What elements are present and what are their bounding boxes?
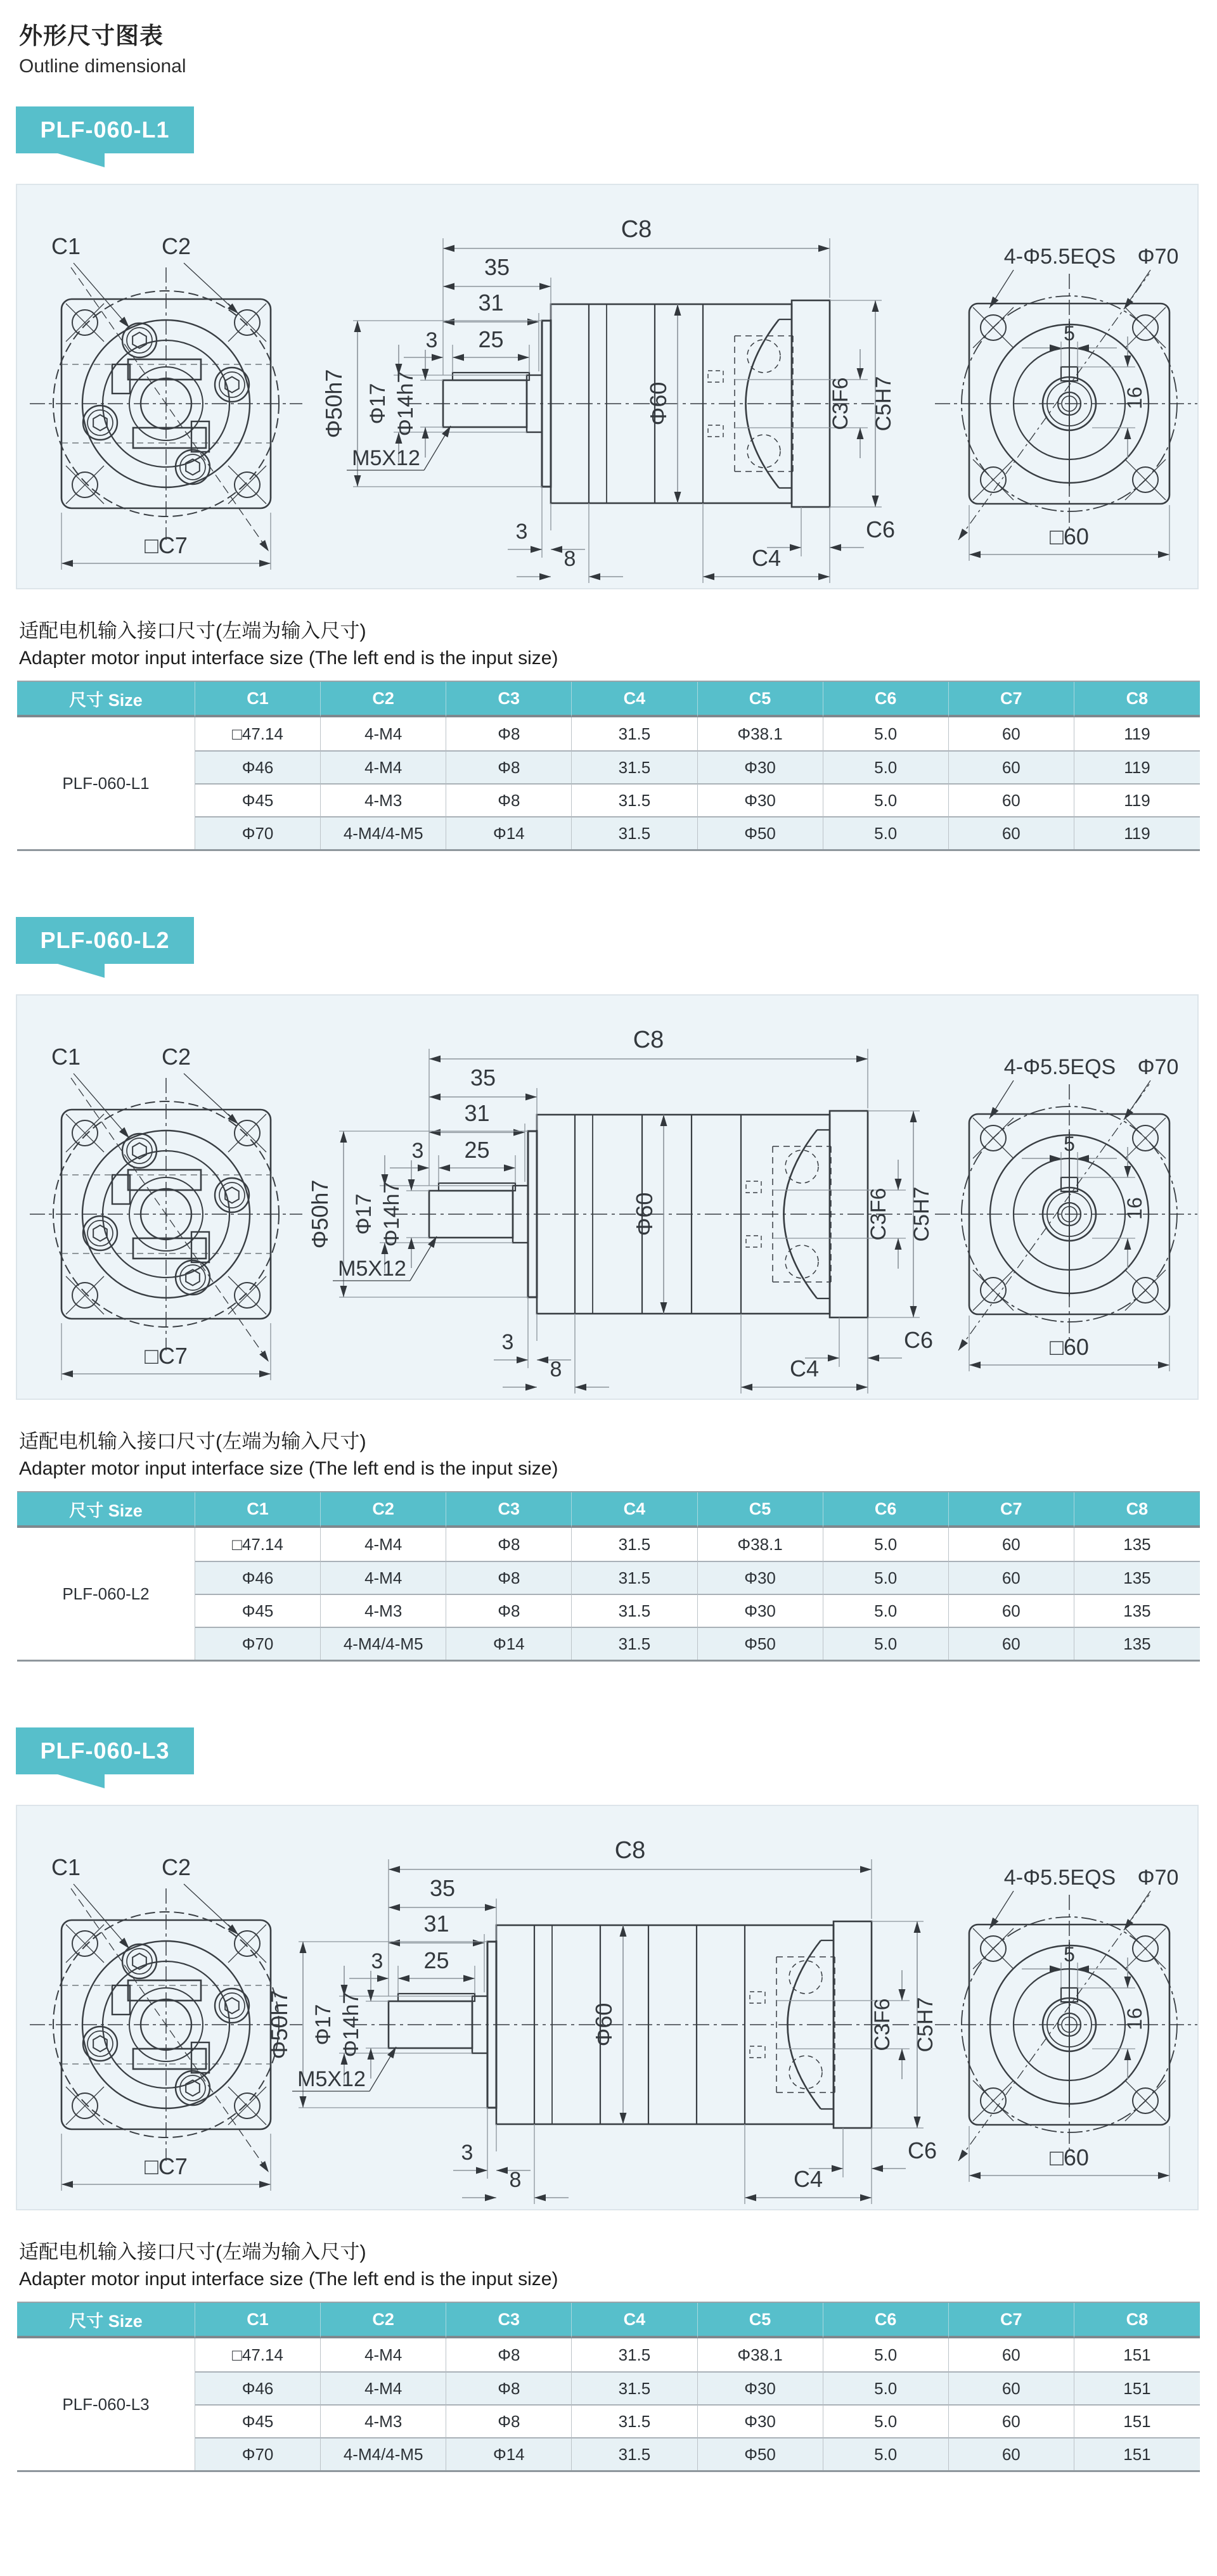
- svg-text:□60: □60: [1050, 2144, 1089, 2170]
- table-cell: Φ50: [698, 1627, 823, 1660]
- section-plf-060-l2: [0, 917, 1217, 1662]
- table-cell: Φ8: [446, 783, 572, 816]
- table-cell: 31.5: [572, 816, 697, 849]
- col-header-C5: C5: [698, 2303, 823, 2338]
- col-header-C3: C3: [446, 682, 572, 717]
- col-header-size: 尺寸 Size: [17, 2303, 195, 2338]
- svg-text:□C7: □C7: [145, 2153, 188, 2179]
- col-header-C2: C2: [321, 682, 446, 717]
- svg-text:□60: □60: [1050, 523, 1089, 549]
- note-cn: 适配电机输入接口尺寸(左端为输入尺寸): [19, 620, 366, 642]
- svg-text:C4: C4: [793, 2166, 823, 2192]
- note-cn: 适配电机输入接口尺寸(左端为输入尺寸): [19, 1430, 366, 1452]
- table-cell: Φ30: [698, 2371, 823, 2404]
- svg-text:35: 35: [470, 1065, 496, 1091]
- svg-text:Φ17: Φ17: [366, 383, 390, 425]
- col-header-C6: C6: [823, 682, 949, 717]
- table-cell: 4-M4: [321, 717, 446, 750]
- table-cell: 60: [949, 1561, 1074, 1594]
- col-header-C7: C7: [949, 2303, 1074, 2338]
- svg-text:C3F6: C3F6: [866, 1188, 891, 1241]
- svg-text:□C7: □C7: [145, 532, 188, 558]
- table-cell: 4-M3: [321, 2404, 446, 2437]
- svg-text:8: 8: [550, 1357, 562, 1381]
- table-cell: Φ8: [446, 2371, 572, 2404]
- note-en: Adapter motor input interface size (The left end is the input size): [19, 2269, 558, 2290]
- table-cell: 60: [949, 1627, 1074, 1660]
- col-header-C4: C4: [572, 1492, 697, 1528]
- table-cell: 31.5: [572, 750, 697, 783]
- side-section-view: [307, 1027, 934, 1394]
- col-header-C8: C8: [1074, 2303, 1200, 2338]
- table-cell: 5.0: [823, 717, 949, 750]
- model-badge-label: PLF-060-L3: [40, 1738, 170, 1764]
- svg-text:16: 16: [1123, 1197, 1146, 1220]
- table-cell: Φ45: [195, 783, 321, 816]
- table-cell: 151: [1074, 2404, 1200, 2437]
- table-cell: 135: [1074, 1627, 1200, 1660]
- col-header-C3: C3: [446, 2303, 572, 2338]
- table-cell: 60: [949, 816, 1074, 849]
- table-cell: Φ38.1: [698, 2338, 823, 2371]
- svg-text:□C7: □C7: [145, 1343, 188, 1369]
- row-group-label: PLF-060-L3: [17, 2338, 195, 2470]
- table-cell: 5.0: [823, 1561, 949, 1594]
- table-cell: 60: [949, 750, 1074, 783]
- table-cell: Φ70: [195, 816, 321, 849]
- table-cell: Φ50: [698, 2437, 823, 2470]
- svg-text:Φ70: Φ70: [1137, 1866, 1179, 1890]
- svg-text:31: 31: [423, 1911, 449, 1937]
- table-cell: Φ30: [698, 2404, 823, 2437]
- drawing-panel: [16, 994, 1199, 1400]
- svg-text:□60: □60: [1050, 1334, 1089, 1360]
- table-cell: 119: [1074, 816, 1200, 849]
- table-cell: Φ46: [195, 1561, 321, 1594]
- table-cell: 5.0: [823, 750, 949, 783]
- svg-text:3: 3: [411, 1139, 424, 1163]
- col-header-C2: C2: [321, 1492, 446, 1528]
- svg-text:5: 5: [1064, 1132, 1075, 1155]
- table-cell: 31.5: [572, 2404, 697, 2437]
- table-cell: Φ30: [698, 750, 823, 783]
- table-cell: 4-M4: [321, 2371, 446, 2404]
- svg-text:C1: C1: [51, 233, 81, 259]
- col-header-C2: C2: [321, 2303, 446, 2338]
- table-cell: Φ46: [195, 750, 321, 783]
- table-cell: 31.5: [572, 2371, 697, 2404]
- svg-text:C3F6: C3F6: [870, 1998, 894, 2051]
- table-cell: 135: [1074, 1594, 1200, 1627]
- table-cell: 4-M4: [321, 1561, 446, 1594]
- table-cell: 5.0: [823, 783, 949, 816]
- svg-text:C2: C2: [161, 1044, 191, 1070]
- svg-text:25: 25: [464, 1137, 490, 1163]
- outline-drawing-l1: [17, 185, 1197, 588]
- table-cell: 60: [949, 1594, 1074, 1627]
- table-cell: 4-M4: [321, 1528, 446, 1561]
- svg-text:M5X12: M5X12: [352, 446, 420, 470]
- svg-text:Φ14h7: Φ14h7: [339, 1992, 363, 2058]
- table-cell: 60: [949, 2338, 1074, 2371]
- svg-text:C2: C2: [161, 233, 191, 259]
- table-cell: Φ8: [446, 2338, 572, 2371]
- table-cell: 31.5: [572, 1561, 697, 1594]
- table-cell: Φ30: [698, 783, 823, 816]
- svg-text:5: 5: [1064, 322, 1075, 345]
- col-header-C6: C6: [823, 1492, 949, 1528]
- dimension-table: [17, 1491, 1200, 1662]
- table-cell: 135: [1074, 1561, 1200, 1594]
- drawing-panel: [16, 184, 1199, 589]
- front-flange-view: [30, 1854, 302, 2191]
- table-cell: Φ8: [446, 1561, 572, 1594]
- col-header-C1: C1: [195, 2303, 321, 2338]
- table-cell: Φ8: [446, 750, 572, 783]
- model-badge: [16, 917, 194, 964]
- table-cell: □47.14: [195, 2338, 321, 2371]
- table-cell: 5.0: [823, 1627, 949, 1660]
- col-header-C6: C6: [823, 2303, 949, 2338]
- table-cell: Φ45: [195, 2404, 321, 2437]
- model-badge: [16, 106, 194, 153]
- table-cell: 5.0: [823, 816, 949, 849]
- side-section-view: [321, 216, 896, 583]
- svg-text:3: 3: [501, 1330, 514, 1354]
- col-header-C4: C4: [572, 682, 697, 717]
- col-header-C4: C4: [572, 2303, 697, 2338]
- col-header-C7: C7: [949, 682, 1074, 717]
- table-cell: 5.0: [823, 2371, 949, 2404]
- model-badge: [16, 1727, 194, 1774]
- col-header-C8: C8: [1074, 682, 1200, 717]
- col-header-C1: C1: [195, 1492, 321, 1528]
- svg-text:Φ14h7: Φ14h7: [380, 1181, 404, 1247]
- svg-text:4-Φ5.5EQS: 4-Φ5.5EQS: [1003, 245, 1116, 269]
- table-cell: 5.0: [823, 2338, 949, 2371]
- svg-text:C5H7: C5H7: [872, 376, 896, 432]
- col-header-C5: C5: [698, 682, 823, 717]
- badge-tail: [58, 1774, 105, 1788]
- svg-text:Φ50h7: Φ50h7: [321, 369, 347, 439]
- table-cell: 119: [1074, 717, 1200, 750]
- table-cell: Φ46: [195, 2371, 321, 2404]
- table-cell: 60: [949, 2437, 1074, 2470]
- badge-tail: [58, 964, 105, 978]
- svg-text:M5X12: M5X12: [338, 1257, 406, 1281]
- table-cell: Φ30: [698, 1594, 823, 1627]
- table-cell: 5.0: [823, 2404, 949, 2437]
- model-badge-label: PLF-060-L2: [40, 927, 170, 953]
- note-en: Adapter motor input interface size (The left end is the input size): [19, 648, 558, 669]
- table-cell: 5.0: [823, 1594, 949, 1627]
- table-cell: 60: [949, 783, 1074, 816]
- svg-text:8: 8: [563, 547, 576, 571]
- svg-text:25: 25: [478, 326, 504, 352]
- table-cell: Φ14: [446, 2437, 572, 2470]
- svg-text:Φ17: Φ17: [352, 1193, 376, 1235]
- table-cell: 5.0: [823, 2437, 949, 2470]
- front-flange-view: [30, 233, 302, 570]
- svg-text:C8: C8: [633, 1027, 664, 1053]
- svg-text:C4: C4: [751, 545, 782, 571]
- table-cell: 31.5: [572, 2338, 697, 2371]
- table-cell: 60: [949, 2404, 1074, 2437]
- col-header-size: 尺寸 Size: [17, 682, 195, 717]
- rear-flange-view: [935, 245, 1197, 561]
- col-header-C3: C3: [446, 1492, 572, 1528]
- svg-text:C4: C4: [789, 1355, 820, 1381]
- table-cell: Φ14: [446, 816, 572, 849]
- svg-text:C6: C6: [907, 2137, 937, 2163]
- svg-text:3: 3: [371, 1949, 383, 1973]
- table-cell: 31.5: [572, 2437, 697, 2470]
- table-cell: Φ8: [446, 1528, 572, 1561]
- svg-text:C1: C1: [51, 1854, 81, 1880]
- side-section-view: [266, 1837, 937, 2204]
- svg-text:C8: C8: [614, 1837, 646, 1864]
- row-group-label: PLF-060-L1: [17, 717, 195, 849]
- table-cell: Φ70: [195, 2437, 321, 2470]
- svg-text:16: 16: [1123, 387, 1146, 409]
- model-badge-label: PLF-060-L1: [40, 117, 170, 143]
- table-cell: 4-M4/4-M5: [321, 1627, 446, 1660]
- svg-text:35: 35: [429, 1875, 456, 1901]
- svg-text:5: 5: [1064, 1943, 1075, 1966]
- dimension-table: [17, 681, 1200, 851]
- svg-text:25: 25: [423, 1947, 449, 1973]
- svg-text:8: 8: [509, 2168, 522, 2192]
- svg-text:C5H7: C5H7: [910, 1186, 934, 1242]
- table-cell: 31.5: [572, 783, 697, 816]
- table-cell: 5.0: [823, 1528, 949, 1561]
- svg-text:M5X12: M5X12: [297, 2067, 366, 2091]
- svg-text:35: 35: [484, 254, 510, 280]
- page-title: 外形尺寸图表: [19, 23, 164, 49]
- table-cell: Φ14: [446, 1627, 572, 1660]
- table-cell: 31.5: [572, 717, 697, 750]
- table-cell: 151: [1074, 2371, 1200, 2404]
- svg-text:C8: C8: [621, 216, 652, 243]
- table-cell: 60: [949, 1528, 1074, 1561]
- svg-text:Φ50h7: Φ50h7: [266, 1990, 292, 2060]
- svg-text:Φ50h7: Φ50h7: [307, 1179, 333, 1249]
- table-cell: Φ8: [446, 1594, 572, 1627]
- table-cell: Φ50: [698, 816, 823, 849]
- svg-text:3: 3: [515, 520, 528, 544]
- svg-text:Φ17: Φ17: [311, 2004, 335, 2046]
- drawing-panel: [16, 1805, 1199, 2210]
- table-cell: 31.5: [572, 1594, 697, 1627]
- table-cell: 31.5: [572, 1528, 697, 1561]
- col-header-size: 尺寸 Size: [17, 1492, 195, 1528]
- col-header-C1: C1: [195, 682, 321, 717]
- outline-drawing-l2: [17, 996, 1197, 1399]
- table-cell: 4-M4/4-M5: [321, 2437, 446, 2470]
- svg-text:Φ70: Φ70: [1137, 1055, 1179, 1079]
- table-cell: 4-M3: [321, 1594, 446, 1627]
- svg-text:Φ70: Φ70: [1137, 245, 1179, 269]
- front-flange-view: [30, 1044, 302, 1380]
- row-group-label: PLF-060-L2: [17, 1528, 195, 1660]
- svg-text:C1: C1: [51, 1044, 81, 1070]
- rear-flange-view: [935, 1055, 1197, 1371]
- table-cell: 4-M4/4-M5: [321, 816, 446, 849]
- table-cell: Φ30: [698, 1561, 823, 1594]
- table-cell: 4-M4: [321, 750, 446, 783]
- svg-text:31: 31: [478, 290, 504, 316]
- section-plf-060-l1: [0, 106, 1217, 851]
- svg-text:Φ60: Φ60: [631, 1192, 657, 1236]
- table-cell: □47.14: [195, 1528, 321, 1561]
- col-header-C7: C7: [949, 1492, 1074, 1528]
- note-cn: 适配电机输入接口尺寸(左端为输入尺寸): [19, 2241, 366, 2263]
- svg-text:4-Φ5.5EQS: 4-Φ5.5EQS: [1003, 1055, 1116, 1079]
- table-cell: 119: [1074, 783, 1200, 816]
- table-cell: 60: [949, 2371, 1074, 2404]
- table-cell: 4-M3: [321, 783, 446, 816]
- badge-tail: [58, 153, 105, 167]
- svg-text:Φ14h7: Φ14h7: [394, 371, 418, 437]
- table-cell: 151: [1074, 2338, 1200, 2371]
- svg-text:C3F6: C3F6: [828, 377, 853, 430]
- section-plf-060-l3: [0, 1727, 1217, 2472]
- table-cell: Φ38.1: [698, 1528, 823, 1561]
- svg-text:16: 16: [1123, 2008, 1146, 2030]
- note-en: Adapter motor input interface size (The left end is the input size): [19, 1458, 558, 1479]
- table-cell: Φ8: [446, 2404, 572, 2437]
- svg-text:Φ60: Φ60: [591, 2002, 617, 2047]
- table-cell: 135: [1074, 1528, 1200, 1561]
- table-cell: Φ8: [446, 717, 572, 750]
- table-cell: 60: [949, 717, 1074, 750]
- table-cell: Φ45: [195, 1594, 321, 1627]
- col-header-C5: C5: [698, 1492, 823, 1528]
- outline-drawing-l3: [17, 1806, 1197, 2209]
- table-cell: Φ38.1: [698, 717, 823, 750]
- dimension-table: [17, 2302, 1200, 2472]
- rear-flange-view: [935, 1866, 1197, 2182]
- svg-text:4-Φ5.5EQS: 4-Φ5.5EQS: [1003, 1866, 1116, 1890]
- svg-text:31: 31: [464, 1100, 490, 1126]
- svg-text:C6: C6: [903, 1327, 934, 1353]
- table-cell: Φ70: [195, 1627, 321, 1660]
- col-header-C8: C8: [1074, 1492, 1200, 1528]
- table-cell: 151: [1074, 2437, 1200, 2470]
- svg-text:C2: C2: [161, 1854, 191, 1880]
- table-cell: 4-M4: [321, 2338, 446, 2371]
- svg-text:3: 3: [461, 2141, 473, 2165]
- svg-text:C5H7: C5H7: [913, 1997, 937, 2053]
- table-cell: □47.14: [195, 717, 321, 750]
- table-cell: 119: [1074, 750, 1200, 783]
- svg-text:C6: C6: [865, 516, 896, 542]
- svg-text:Φ60: Φ60: [645, 381, 671, 426]
- table-cell: 31.5: [572, 1627, 697, 1660]
- svg-text:3: 3: [425, 328, 438, 352]
- page-subtitle: Outline dimensional: [19, 56, 186, 77]
